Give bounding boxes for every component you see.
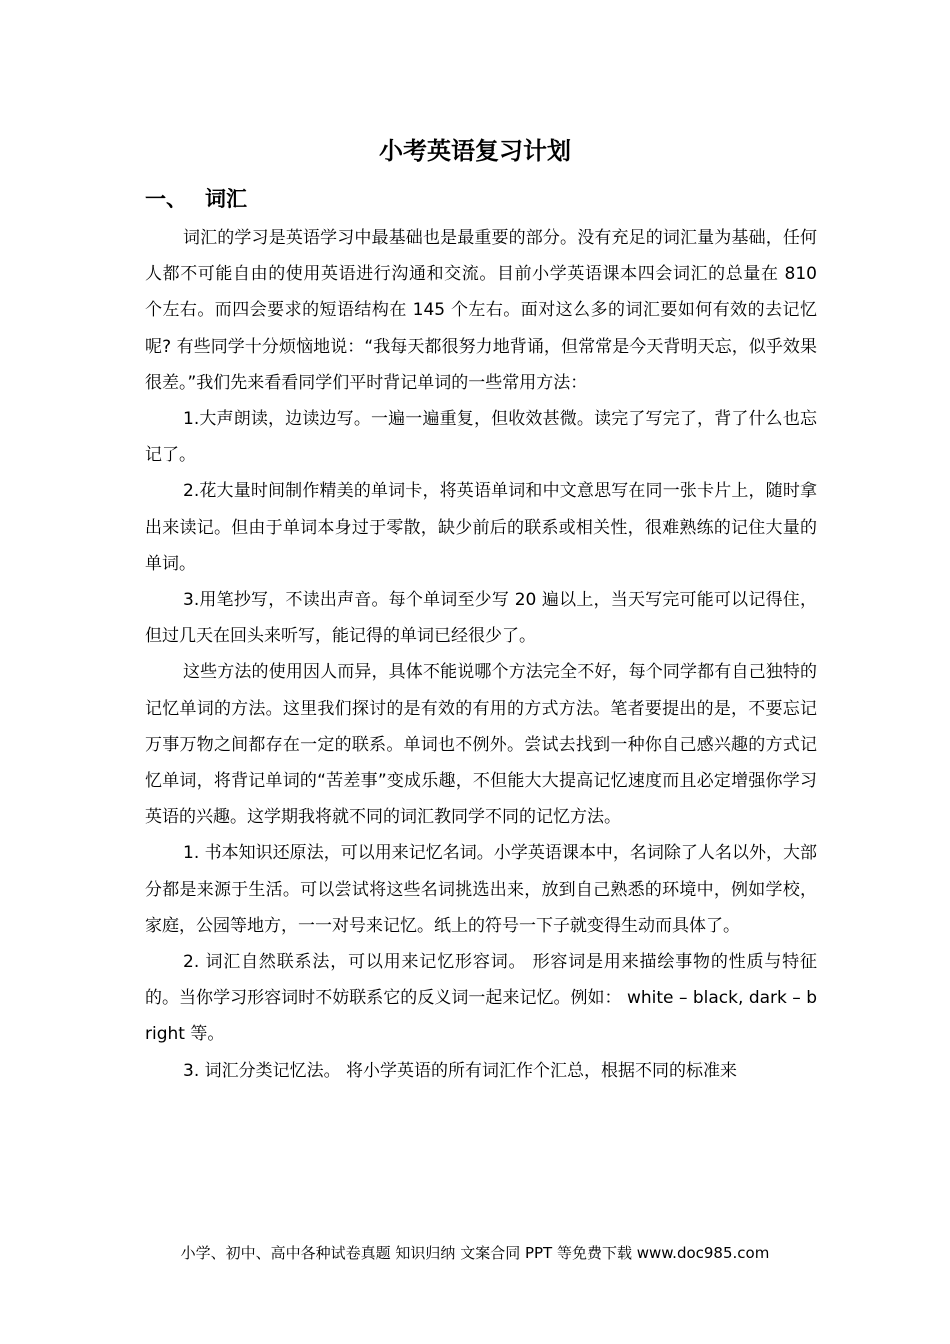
page-title: 小考英语复习计划 (379, 137, 571, 165)
paragraph-method-2: 2.花大量时间制作精美的单词卡，将英语单词和中文意思写在同一张卡片上，随时拿出来读记。但由于单词本身过于零散，缺少前后的联系或相关性，很难熟练的记住大量的单词。 (145, 481, 817, 574)
paragraph-technique-2: 2. 词汇自然联系法，可以用来记忆形容词。 形容词是用来描绘事物的性质与特征的。当你学习形容词时不妨联系它的反义词一起来记忆。例如： white – black, dark – bright 等。 (145, 952, 817, 1045)
paragraph-intro: 词汇的学习是英语学习中最基础也是最重要的部分。没有充足的词汇量为基础，任何人都不可能自由的使用英语进行沟通和交流。目前小学英语课本四会词汇的总量在 810 个左右。而四会要求的短语结构在 145 个左右。面对这么多的词汇要如何有效的去记忆呢? 有些同学十分烦恼地说：“我每天都很努力地背诵，但常常是今天背明天忘，似乎效果很差。”我们先来看看同学们平时背记单词的一些常用方法： (145, 228, 817, 393)
section-number: 一、 (145, 187, 187, 211)
paragraph-method-3: 3.用笔抄写，不读出声音。每个单词至少写 20 遍以上，当天写完可能可以记得住，但过几天在回头来听写，能记得的单词已经很少了。 (145, 590, 817, 647)
paragraph-method-1: 1.大声朗读，边读边写。一遍一遍重复，但收效甚微。读完了写完了，背了什么也忘记了。 (145, 409, 817, 466)
section-title: 词汇 (205, 187, 247, 211)
paragraph-technique-1: 1. 书本知识还原法，可以用来记忆名词。小学英语课本中，名词除了人名以外，大部分都是来源于生活。可以尝试将这些名词挑选出来，放到自己熟悉的环境中，例如学校，家庭，公园等地方，一一对号来记忆。纸上的符号一下子就变得生动而具体了。 (145, 843, 817, 936)
document-body (145, 220, 817, 1089)
section-heading (145, 183, 247, 215)
page-footer: 小学、初中、高中各种试卷真题 知识归纳 文案合同 PPT 等免费下载 www.doc985.com (180, 1244, 770, 1262)
paragraph-discussion: 这些方法的使用因人而异，具体不能说哪个方法完全不好，每个同学都有自己独特的记忆单词的方法。这里我们探讨的是有效的有用的方式方法。笔者要提出的是，不要忘记万事万物之间都存在一定的联系。单词也不例外。尝试去找到一种你自己感兴趣的方式记忆单词，将背记单词的“苦差事”变成乐趣，不但能大大提高记忆速度而且必定增强你学习英语的兴趣。这学期我将就不同的词汇教同学不同的记忆方法。 (145, 662, 817, 828)
paragraph-technique-3: 3. 词汇分类记忆法。 将小学英语的所有词汇作个汇总，根据不同的标准来 (183, 1060, 738, 1081)
